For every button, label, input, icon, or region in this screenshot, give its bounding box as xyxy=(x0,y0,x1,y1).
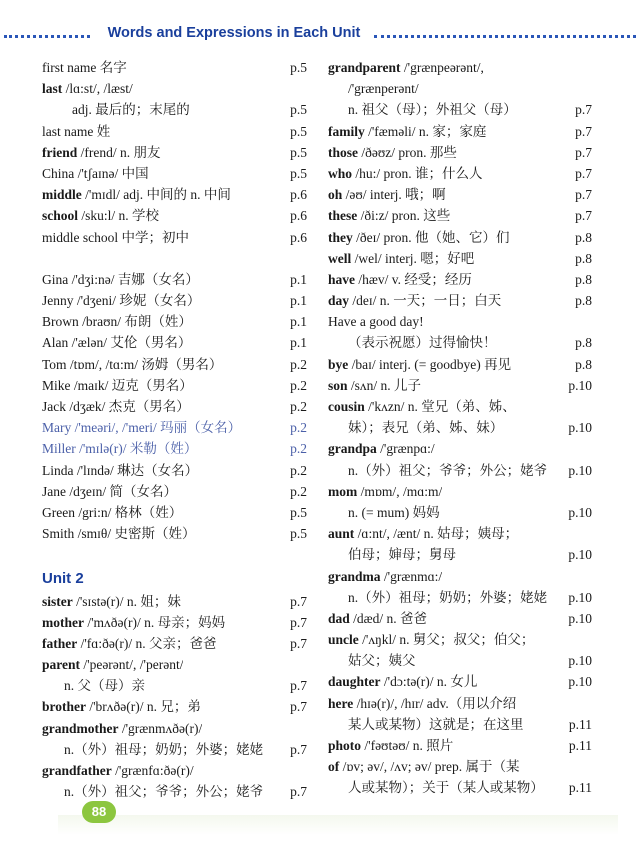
vocab-entry xyxy=(42,612,307,633)
vocab-entry xyxy=(42,438,307,459)
vocab-entry-page: p.6 xyxy=(290,187,307,203)
vocab-entry xyxy=(42,460,307,481)
vocab-entry-text: oh /əʊ/ interj. 哦；啊 xyxy=(328,187,446,203)
vocab-entry xyxy=(42,760,307,781)
vocab-entry-page: p.10 xyxy=(568,420,592,436)
vocab-entry xyxy=(328,205,592,226)
vocab-entry-page: p.7 xyxy=(575,165,592,181)
vocab-entry xyxy=(328,99,592,120)
vocab-entry-page: p.7 xyxy=(575,187,592,203)
vocab-entry-text: 人或某物）；关于（某人或某物） xyxy=(348,780,544,796)
vocab-entry-page: p.5 xyxy=(290,144,307,160)
vocab-entry xyxy=(328,142,592,163)
vocab-entry xyxy=(42,654,307,675)
vocab-entry-page: p.6 xyxy=(290,229,307,245)
vocab-entry xyxy=(42,57,307,78)
vocab-entry-page: p.2 xyxy=(290,399,307,414)
vocab-entry-text: n. 父（母）亲 xyxy=(64,678,145,694)
vocab-entry-text: n.（外）祖父；爷爷；外公；姥爷 xyxy=(348,462,548,478)
vocab-entry-page: p.10 xyxy=(568,547,592,563)
vocab-entry xyxy=(328,290,592,311)
vocab-entry xyxy=(328,57,592,78)
vocab-entry-page: p.5 xyxy=(290,123,307,139)
vocab-entry-text: here /hɪə(r)/, /hɪr/ adv.（用以介绍 xyxy=(328,695,517,711)
vocab-entry-text: grandpa /'grænpɑ:/ xyxy=(328,441,435,457)
vocab-entry xyxy=(42,99,307,120)
vocab-entry xyxy=(328,629,592,650)
vocab-entry-text: Jack /dʒæk/ 杰克（男名） xyxy=(42,399,190,414)
vocab-entry xyxy=(42,121,307,142)
vocab-entry-text: n.（外）祖父；爷爷；外公；姥爷 xyxy=(64,784,264,800)
vocab-entry-page: p.7 xyxy=(290,635,307,651)
vocab-entry-text: well /wel/ interj. 嗯；好吧 xyxy=(328,250,475,266)
vocab-entry-text: （表示祝愿）过得愉快！ xyxy=(348,335,497,351)
vocab-entry-text: Jenny /'dʒeni/ 珍妮（女名） xyxy=(42,293,201,309)
vocab-entry-page: p.11 xyxy=(568,716,592,732)
section-header xyxy=(0,24,640,48)
vocab-entry-text: Brown /braʊn/ 布朗（姓） xyxy=(42,314,192,330)
vocab-entry xyxy=(328,587,592,608)
vocab-entry-text: last name 姓 xyxy=(42,123,111,139)
vocab-entry xyxy=(42,269,307,290)
vocab-entry-text: 某人或某物）这就是；在这里 xyxy=(348,716,524,732)
vocab-entry xyxy=(42,354,307,375)
vocab-entry xyxy=(328,523,592,544)
vocab-entry-text: mom /mɒm/, /mɑ:m/ xyxy=(328,483,443,499)
vocab-entry xyxy=(42,290,307,311)
vocab-entry-text: middle school 中学；初中 xyxy=(42,229,189,245)
vocab-entry xyxy=(328,481,592,502)
vocab-entry-text: grandmother /'grænmʌðə(r)/ xyxy=(42,720,203,736)
vocab-entry xyxy=(328,375,592,396)
vocab-entry xyxy=(328,544,592,565)
vocab-entry xyxy=(42,781,307,802)
right-column xyxy=(328,57,592,799)
vocab-entry xyxy=(42,332,307,353)
vocab-entry xyxy=(42,675,307,696)
vocab-entry xyxy=(42,142,307,163)
vocab-entry-text: father /'fɑ:ðə(r)/ n. 父亲；爸爸 xyxy=(42,635,217,651)
vocab-entry-page: p.2 xyxy=(290,420,307,436)
vocab-entry-text: these /ði:z/ pron. 这些 xyxy=(328,208,451,224)
vocab-entry-text: daughter /'dɔ:tə(r)/ n. 女儿 xyxy=(328,674,478,690)
vocab-entry-page: p.5 xyxy=(290,60,307,75)
vocab-entry-page: p.7 xyxy=(290,784,307,800)
vocab-entry-text: Smith /smɪθ/ 史密斯（姓） xyxy=(42,526,196,542)
vocab-entry xyxy=(42,633,307,654)
vocab-entry-page: p.10 xyxy=(568,674,592,690)
left-column xyxy=(42,57,307,802)
vocab-entry xyxy=(42,417,307,438)
vocab-entry xyxy=(42,375,307,396)
vocab-entry-page: p.5 xyxy=(290,102,307,118)
vocab-entry-page: p.8 xyxy=(575,335,592,351)
vocab-entry-text: /'grænperənt/ xyxy=(348,81,419,97)
vocab-entry-text: Gina /'dʒi:nə/ 吉娜（女名） xyxy=(42,271,199,287)
vocab-entry-page: p.6 xyxy=(290,208,307,224)
vocab-entry-text: n. (= mum) 妈妈 xyxy=(348,504,440,520)
vocab-entry-page: p.8 xyxy=(575,229,592,245)
vocab-entry-text: Mike /maɪk/ 迈克（男名） xyxy=(42,377,193,393)
vocab-entry-text: Miller /'mɪlə(r)/ 米勒（姓） xyxy=(42,441,198,457)
vocab-entry-text: those /ðəʊz/ pron. 那些 xyxy=(328,144,457,160)
vocab-entry-page: p.1 xyxy=(290,335,307,351)
vocab-entry-page: p.11 xyxy=(568,738,592,753)
unit-heading: Unit 2 xyxy=(42,569,84,587)
spacer xyxy=(42,544,307,565)
vocab-entry xyxy=(328,566,592,587)
header-dotted-rule-right xyxy=(374,35,636,38)
vocab-entry-page: p.10 xyxy=(568,610,592,626)
vocab-entry xyxy=(42,481,307,502)
vocab-entry xyxy=(42,311,307,332)
vocab-entry xyxy=(328,227,592,248)
vocab-entry-page: p.2 xyxy=(290,462,307,478)
vocab-entry-text: 姑父；姨父 xyxy=(348,653,416,669)
vocab-entry xyxy=(328,756,592,777)
vocab-entry xyxy=(328,121,592,142)
vocab-entry-text: Mary /'meəri/, /'meri/ 玛丽（女名） xyxy=(42,420,242,436)
vocab-entry-page: p.7 xyxy=(290,699,307,715)
vocab-entry-text: son /sʌn/ n. 儿子 xyxy=(328,377,422,393)
vocab-entry-text: have /hæv/ v. 经受；经历 xyxy=(328,271,472,287)
vocab-entry xyxy=(328,248,592,269)
vocab-entry-page: p.10 xyxy=(568,653,592,669)
vocab-entry-text: family /'fæməli/ n. 家；家庭 xyxy=(328,123,487,139)
vocab-entry xyxy=(328,714,592,735)
vocab-entry-text: school /sku:l/ n. 学校 xyxy=(42,208,160,224)
vocab-entry xyxy=(42,396,307,417)
vocab-entry-text: day /deɪ/ n. 一天；一日；白天 xyxy=(328,293,502,309)
vocab-entry-page: p.2 xyxy=(290,441,307,457)
vocab-entry-page: p.1 xyxy=(290,271,307,287)
vocab-entry xyxy=(42,163,307,184)
vocab-entry-page: p.10 xyxy=(568,589,592,605)
vocab-entry-page: p.2 xyxy=(290,377,307,393)
vocab-entry-page: p.7 xyxy=(575,144,592,160)
vocab-entry-text: aunt /ɑ:nt/, /ænt/ n. 姑母；姨母； xyxy=(328,526,519,542)
vocab-entry-text: China /'tʃaɪnə/ 中国 xyxy=(42,165,149,181)
vocab-entry-page: p.1 xyxy=(290,293,307,309)
vocab-entry-text: n. 祖父（母）；外祖父（母） xyxy=(348,102,517,118)
vocab-entry-page: p.2 xyxy=(290,356,307,372)
vocab-entry-text: n.（外）祖母；奶奶；外婆；姥姥 xyxy=(348,589,548,605)
spacer xyxy=(42,248,307,269)
vocab-entry xyxy=(42,523,307,544)
vocab-entry-text: cousin /'kʌzn/ n. 堂兄（弟、姊、 xyxy=(328,399,516,414)
vocab-entry xyxy=(328,396,592,417)
vocab-entry xyxy=(328,438,592,459)
header-dotted-rule-left xyxy=(4,35,90,38)
page-number-badge: 88 xyxy=(82,801,116,823)
vocab-entry xyxy=(328,502,592,523)
vocab-entry-text: 伯母；婶母；舅母 xyxy=(348,547,456,563)
header-title: Words and Expressions in Each Unit xyxy=(107,25,361,41)
vocab-entry-text: they /ðeɪ/ pron. 他（她、它）们 xyxy=(328,229,510,245)
vocab-entry-text: Have a good day! xyxy=(328,314,424,330)
vocab-entry xyxy=(328,460,592,481)
vocab-entry-page: p.5 xyxy=(290,165,307,181)
vocab-entry xyxy=(328,78,592,99)
vocab-entry-page: p.7 xyxy=(575,102,592,118)
vocab-entry xyxy=(42,205,307,226)
vocab-entry-text: Alan /'ælən/ 艾伦（男名） xyxy=(42,335,192,351)
vocab-entry xyxy=(328,650,592,671)
vocab-entry xyxy=(328,311,592,332)
vocab-entry-page: p.8 xyxy=(575,293,592,309)
vocab-entry-text: first name 名字 xyxy=(42,60,127,75)
vocab-entry-page: p.7 xyxy=(575,123,592,139)
vocab-entry-page: p.11 xyxy=(568,780,592,796)
vocab-entry xyxy=(42,227,307,248)
vocab-entry-text: sister /'sɪstə(r)/ n. 姐；妹 xyxy=(42,593,181,609)
vocab-entry xyxy=(328,269,592,290)
vocab-entry-page: p.7 xyxy=(290,741,307,757)
vocab-entry xyxy=(42,502,307,523)
vocab-entry-text: mother /'mʌðə(r)/ n. 母亲；妈妈 xyxy=(42,614,226,630)
vocab-entry xyxy=(328,608,592,629)
vocab-entry xyxy=(42,718,307,739)
vocab-entry-text: bye /baɪ/ interj. (= goodbye) 再见 xyxy=(328,356,512,372)
vocab-entry-page: p.7 xyxy=(575,208,592,224)
vocab-entry-text: friend /frend/ n. 朋友 xyxy=(42,144,161,160)
vocab-entry xyxy=(42,591,307,612)
vocab-entry-text: adj. 最后的；末尾的 xyxy=(72,102,190,118)
vocab-entry xyxy=(328,163,592,184)
vocab-entry-text: grandma /'grænmɑ:/ xyxy=(328,568,443,584)
vocab-entry-text: grandfather /'grænfɑ:ðə(r)/ xyxy=(42,763,194,778)
vocab-entry-text: dad /dæd/ n. 爸爸 xyxy=(328,610,428,626)
vocab-entry-text: middle /'mɪdl/ adj. 中间的 n. 中间 xyxy=(42,187,231,203)
vocab-entry-page: p.7 xyxy=(290,678,307,694)
vocab-entry-text: parent /'peərənt/, /'perənt/ xyxy=(42,657,184,673)
vocab-entry xyxy=(328,354,592,375)
vocab-entry xyxy=(328,184,592,205)
vocab-entry-page: p.5 xyxy=(290,526,307,542)
vocab-entry xyxy=(42,78,307,99)
vocab-entry-page: p.8 xyxy=(575,356,592,372)
vocab-entry-text: of /ɒv; əv/, /ʌv; əv/ prep. 属于（某 xyxy=(328,759,520,775)
vocab-entry-text: Linda /'lɪndə/ 琳达（女名） xyxy=(42,462,199,478)
vocab-entry-text: Jane /dʒeɪn/ 简（女名） xyxy=(42,483,177,499)
vocab-entry-page: p.8 xyxy=(575,271,592,287)
vocab-entry xyxy=(42,696,307,717)
vocab-entry-page: p.1 xyxy=(290,314,307,330)
vocab-entry xyxy=(328,671,592,692)
vocab-entry xyxy=(42,739,307,760)
vocab-entry-page: p.5 xyxy=(290,504,307,520)
vocab-entry-page: p.10 xyxy=(568,462,592,478)
vocab-entry-text: photo /'fəʊtəʊ/ n. 照片 xyxy=(328,738,454,753)
vocab-entry-page: p.10 xyxy=(568,377,592,393)
vocab-entry xyxy=(328,777,592,798)
vocab-entry xyxy=(328,693,592,714)
vocab-entry-text: brother /'brʌðə(r)/ n. 兄；弟 xyxy=(42,699,201,715)
vocab-entry xyxy=(328,332,592,353)
vocab-entry xyxy=(42,184,307,205)
vocab-entry-page: p.2 xyxy=(290,483,307,499)
vocab-entry-page: p.8 xyxy=(575,250,592,266)
vocab-entry-page: p.7 xyxy=(290,593,307,609)
vocab-entry-text: uncle /'ʌŋkl/ n. 舅父；叔父；伯父； xyxy=(328,632,535,648)
vocab-entry-text: Green /gri:n/ 格林（姓） xyxy=(42,504,183,520)
vocab-entry-text: who /hu:/ pron. 谁；什么人 xyxy=(328,165,483,181)
vocab-entry-text: n.（外）祖母；奶奶；外婆；姥姥 xyxy=(64,741,264,757)
vocab-entry-text: 妹）；表兄（弟、姊、妹） xyxy=(348,420,504,436)
vocab-entry-text: last /lɑ:st/, /læst/ xyxy=(42,81,133,97)
vocab-entry xyxy=(328,735,592,756)
vocab-entry-text: grandparent /'grænpeərənt/, xyxy=(328,60,484,75)
vocab-entry-text: Tom /tɒm/, /tɑ:m/ 汤姆（男名） xyxy=(42,356,223,372)
vocab-entry-page: p.7 xyxy=(290,614,307,630)
page-footer-shade xyxy=(58,815,618,835)
vocab-entry xyxy=(328,417,592,438)
vocab-entry-page: p.10 xyxy=(568,504,592,520)
